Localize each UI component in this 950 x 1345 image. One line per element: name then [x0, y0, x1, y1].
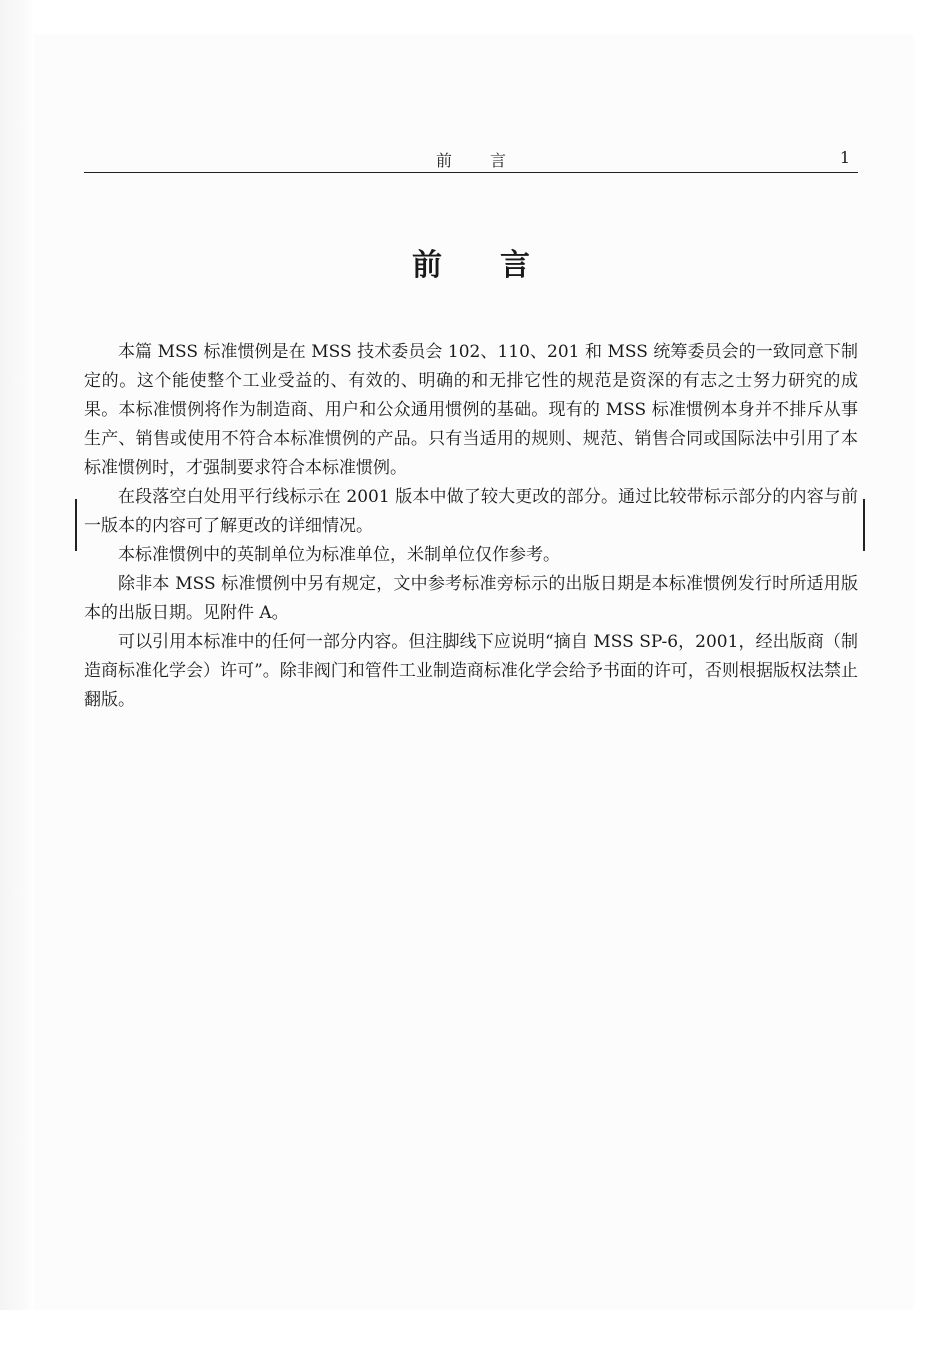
chapter-title: 前言 — [412, 248, 588, 283]
body-text — [84, 338, 858, 715]
scan-edge-bottom — [0, 1310, 950, 1345]
running-header — [84, 146, 858, 172]
paragraph-copyright: 可以引用本标准中的任何一部分内容。但注脚线下应说明“摘自 MSS SP-6，2001，经出版商（制造商标准化学会）许可”。除非阀门和管件工业制造商标准化学会给予书面的许可，否则根据版权法禁止翻版。 — [84, 632, 858, 710]
paragraph-reference-dates: 除非本 MSS 标准惯例中另有规定，文中参考标准旁标示的出版日期是本标准惯例发行时所适用版本的出版日期。见附件 A。 — [84, 574, 858, 623]
change-bar-left — [75, 499, 77, 551]
change-bar-right — [863, 499, 865, 551]
scan-edge-left — [0, 0, 34, 1310]
page-number: 1 — [839, 148, 850, 167]
paragraph-units: 本标准惯例中的英制单位为标准单位，米制单位仅作参考。 — [118, 545, 560, 565]
header-rule — [84, 172, 858, 173]
paragraph-scope: 本篇 MSS 标准惯例是在 MSS 技术委员会 102、110、201 和 MSS 统筹委员会的一致同意下制定的。这个能使整个工业受益的、有效的、明确的和无排它性的规范是资深的有志之士努力研究的成果。本标准惯例将作为制造商、用户和公众通用惯例的基础。现有的 MSS 标准惯例本身并不排斥从事生产、销售或使用不符合本标准惯例的产品。只有当适用的规则、规范、销售合同或国际法中引用了本标准惯例时，才强制要求符合本标准惯例。 — [84, 342, 858, 478]
running-header-title: 前言 — [435, 151, 544, 170]
paragraph-change-marks: 在段落空白处用平行线标示在 2001 版本中做了较大更改的部分。通过比较带标示部分的内容与前一版本的内容可了解更改的详细情况。 — [84, 487, 858, 536]
